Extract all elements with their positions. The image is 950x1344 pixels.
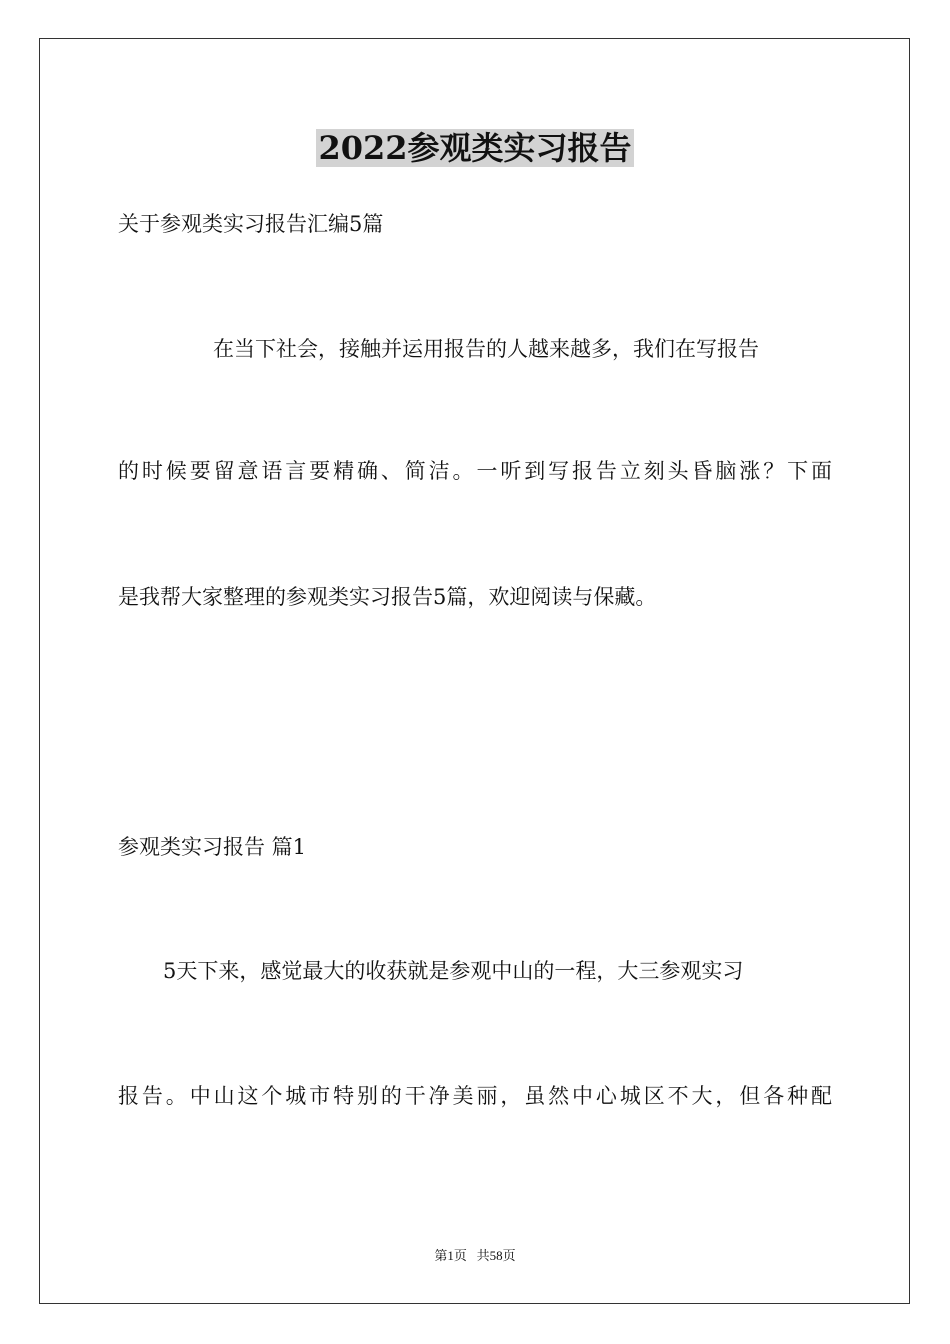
document-title (0, 126, 950, 170)
page-number: 第1页 共58页 (434, 1248, 516, 1263)
intro-paragraph-line-1: 在当下社会，接触并运用报告的人越来越多，我们在写报告 (213, 337, 759, 361)
intro-paragraph-line-3: 是我帮大家整理的参观类实习报告5篇，欢迎阅读与保藏。 (118, 585, 657, 609)
section-paragraph-line-1: 5天下来，感觉最大的收获就是参观中山的一程，大三参观实习 (163, 959, 744, 983)
document-subtitle: 关于参观类实习报告汇编5篇 (118, 212, 384, 236)
section-paragraph-line-2: 报告。中山这个城市特别的干净美丽，虽然中心城区不大，但各种配 (118, 1084, 832, 1108)
intro-paragraph-line-2: 的时候要留意语言要精确、简洁。一听到写报告立刻头昏脑涨？下面 (118, 459, 832, 483)
document-title-text: 2022参观类实习报告 (318, 129, 632, 167)
section-heading: 参观类实习报告 篇1 (118, 835, 307, 859)
